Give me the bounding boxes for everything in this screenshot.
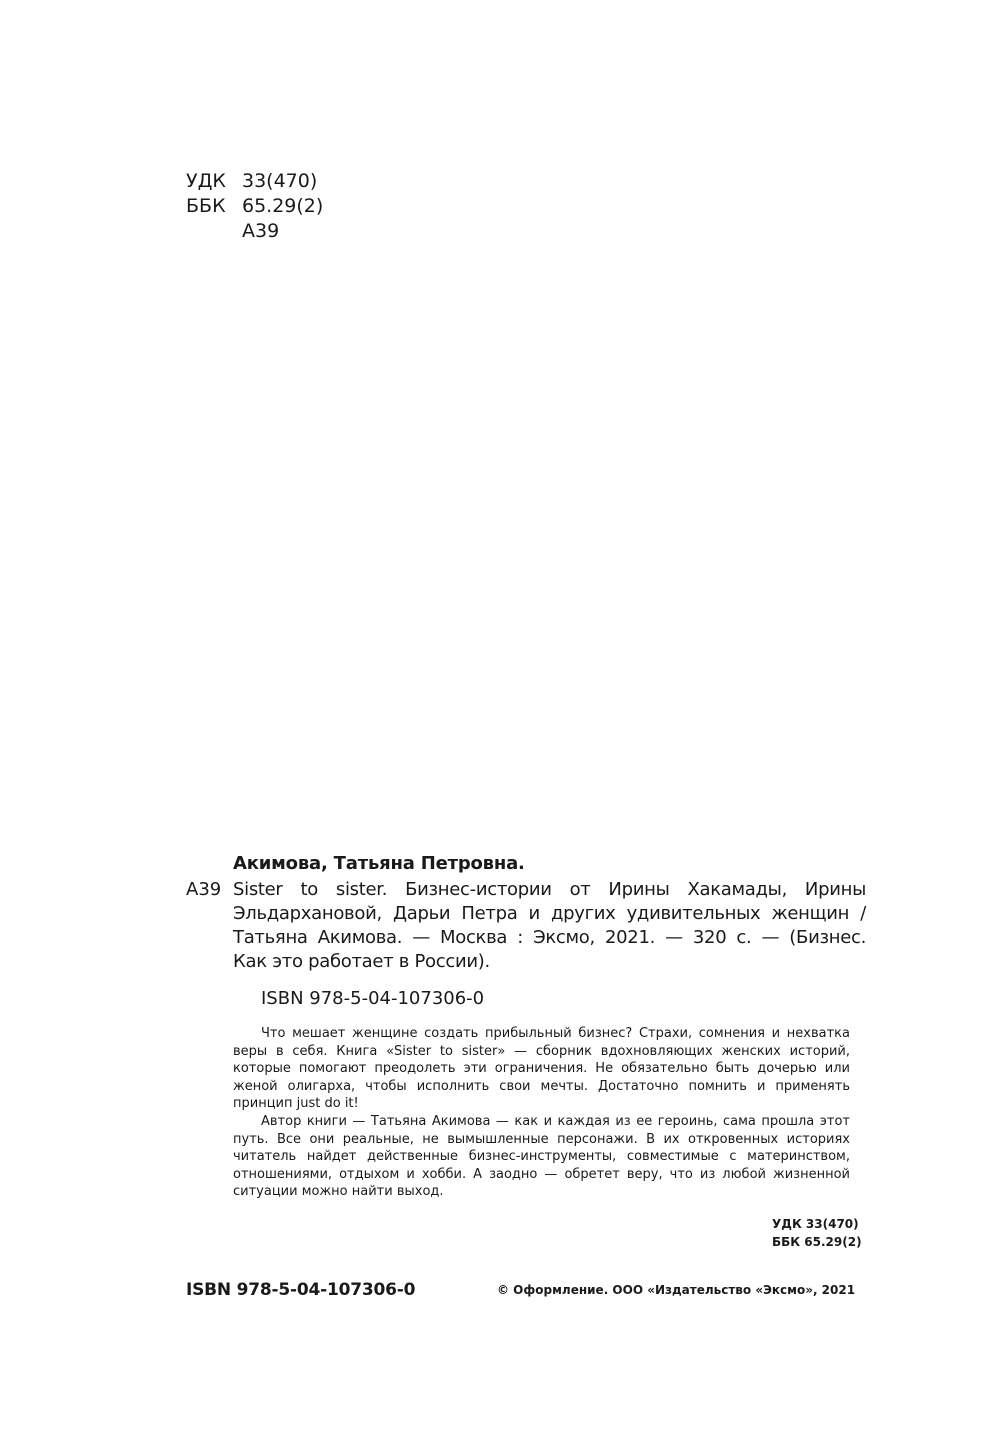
author-sign: А39 xyxy=(242,220,280,242)
bbk-row xyxy=(186,194,323,219)
bbk-value: 65.29(2) xyxy=(242,195,324,217)
entry-description xyxy=(233,878,866,974)
footer-isbn: ISBN 978-5-04-107306-0 xyxy=(186,1280,416,1300)
description-line: Эльдархановой, Дарьи Петра и других удивительных женщин / xyxy=(233,903,866,924)
udk-value: 33(470) xyxy=(242,170,318,192)
description-line: Sister to sister. Бизнес-истории от Ирины Хакамады, Ирины xyxy=(233,879,866,900)
annotation-paragraph: Автор книги — Татьяна Акимова — как и каждая из ее героинь, сама прошла этот путь. Все они реальные, не вымышленные персонажи. В их откровенных историях читатель найдет действенные бизнес-инструменты, совместимые с материнством, отношениями, отдыхом и хобби. А заодно — обретет веру, что из любой жизненной ситуации можно найти выход. xyxy=(233,1113,850,1200)
udk-code-right: УДК 33(470) xyxy=(772,1217,859,1231)
entry-author-sign: А39 xyxy=(186,879,222,900)
catalog-card xyxy=(186,852,866,1201)
card-isbn: ISBN 978-5-04-107306-0 xyxy=(261,988,485,1009)
bibliographic-entry xyxy=(186,878,866,974)
udk-label: УДК xyxy=(186,170,226,192)
description-line: Как это работает в России). xyxy=(233,951,490,972)
description-line: Татьяна Акимова. — Москва : Эксмо, 2021. — 320 с. — (Бизнес. xyxy=(233,927,866,948)
bbk-code-right: ББК 65.29(2) xyxy=(772,1235,862,1249)
bbk-label: ББК xyxy=(186,195,226,217)
footer-copyright: © Оформление. ООО «Издательство «Эксмо», 2021 xyxy=(497,1283,856,1297)
author-sign-row xyxy=(186,219,323,244)
udk-row xyxy=(186,169,323,194)
annotation xyxy=(233,1025,850,1201)
classification-codes xyxy=(186,169,323,244)
author-heading: Акимова, Татьяна Петровна. xyxy=(233,853,525,874)
annotation-paragraph: Что мешает женщине создать прибыльный бизнес? Страхи, сомнения и нехватка веры в себя. Книга «Sister to sister» — сборник вдохновляющих женских историй, которые помогают преодолеть эти ограничения. Не обязательно быть дочерью или женой олигарха, чтобы исполнить свои мечты. Достаточно помнить и применять принцип just do it! xyxy=(233,1026,850,1112)
classification-codes-right xyxy=(772,1215,862,1251)
